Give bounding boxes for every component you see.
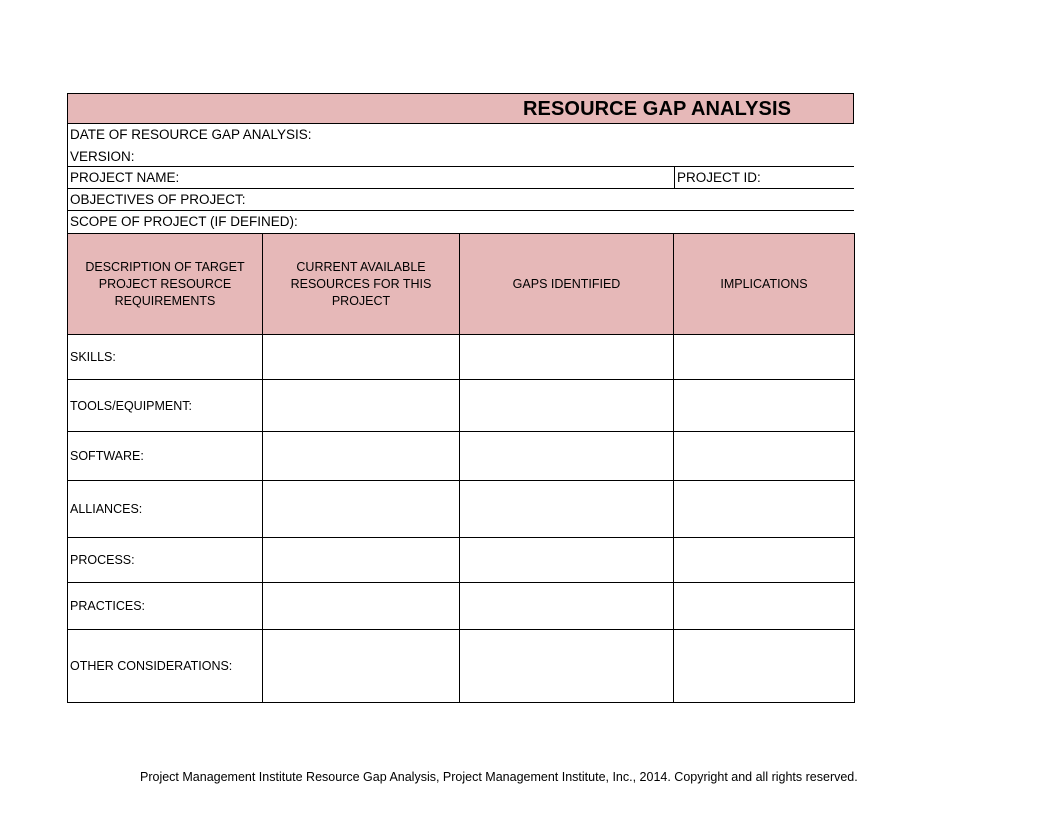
header-implications: IMPLICATIONS (674, 234, 855, 335)
row-label-software: SOFTWARE: (68, 432, 263, 481)
cell-implications[interactable] (674, 432, 855, 481)
cell-gaps[interactable] (460, 538, 674, 583)
project-id-label: PROJECT ID: (677, 170, 761, 185)
scope-field[interactable] (67, 211, 854, 233)
date-field[interactable] (67, 124, 854, 146)
version-field[interactable] (67, 146, 854, 167)
cell-implications[interactable] (674, 481, 855, 538)
form-title: RESOURCE GAP ANALYSIS (523, 98, 792, 120)
cell-current[interactable] (263, 432, 460, 481)
project-id-field[interactable] (674, 167, 761, 188)
copyright-footer: Project Management Institute Resource Gap Analysis, Project Management Institute, Inc., 2014. Copyright and all rights reserved. (140, 770, 858, 784)
objectives-label: OBJECTIVES OF PROJECT: (70, 192, 246, 207)
objectives-field[interactable] (67, 189, 854, 211)
table-row (68, 583, 855, 630)
version-label: VERSION: (70, 149, 135, 164)
cell-current[interactable] (263, 583, 460, 630)
project-name-field[interactable] (67, 167, 854, 189)
table-row (68, 432, 855, 481)
date-label: DATE OF RESOURCE GAP ANALYSIS: (70, 127, 312, 142)
cell-implications[interactable] (674, 583, 855, 630)
header-current-resources: CURRENT AVAILABLE RESOURCES FOR THIS PROJECT (263, 234, 460, 335)
table-row (68, 630, 855, 703)
cell-implications[interactable] (674, 380, 855, 432)
resource-gap-form (67, 93, 854, 703)
table-row (68, 538, 855, 583)
row-label-skills: SKILLS: (68, 335, 263, 380)
cell-current[interactable] (263, 630, 460, 703)
scope-label: SCOPE OF PROJECT (IF DEFINED): (70, 214, 298, 229)
cell-current[interactable] (263, 538, 460, 583)
cell-current[interactable] (263, 335, 460, 380)
header-gaps: GAPS IDENTIFIED (460, 234, 674, 335)
table-row (68, 380, 855, 432)
gap-table (67, 233, 855, 703)
table-row (68, 481, 855, 538)
row-label-practices: PRACTICES: (68, 583, 263, 630)
cell-current[interactable] (263, 481, 460, 538)
cell-implications[interactable] (674, 538, 855, 583)
cell-gaps[interactable] (460, 432, 674, 481)
cell-gaps[interactable] (460, 380, 674, 432)
cell-gaps[interactable] (460, 481, 674, 538)
row-label-other: OTHER CONSIDERATIONS: (68, 630, 263, 703)
row-label-tools: TOOLS/EQUIPMENT: (68, 380, 263, 432)
title-bar (67, 93, 854, 124)
table-row (68, 335, 855, 380)
cell-current[interactable] (263, 380, 460, 432)
row-label-alliances: ALLIANCES: (68, 481, 263, 538)
cell-gaps[interactable] (460, 335, 674, 380)
cell-gaps[interactable] (460, 630, 674, 703)
header-row (68, 234, 855, 335)
header-description: DESCRIPTION OF TARGET PROJECT RESOURCE REQUIREMENTS (68, 234, 263, 335)
cell-gaps[interactable] (460, 583, 674, 630)
project-name-label: PROJECT NAME: (70, 170, 180, 185)
cell-implications[interactable] (674, 335, 855, 380)
row-label-process: PROCESS: (68, 538, 263, 583)
cell-implications[interactable] (674, 630, 855, 703)
